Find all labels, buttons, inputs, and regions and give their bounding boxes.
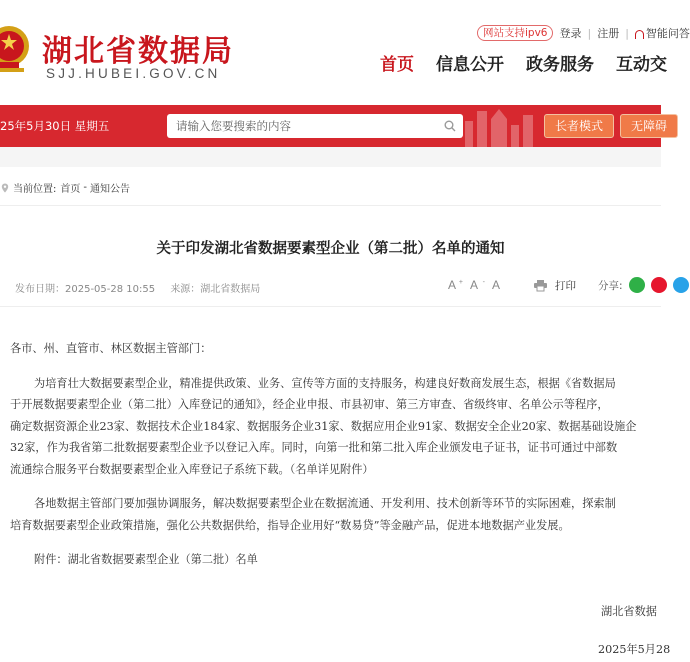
print-label: 打印 — [555, 279, 576, 292]
breadcrumb-current[interactable]: 通知公告 — [89, 184, 130, 195]
attachment-link[interactable]: 附件：湖北省数据要素型企业（第二批）名单 — [34, 553, 258, 566]
paragraph-line: 于开展数据要素型企业（第二批）入库登记的通知》，经企业申报、市县初审、第三方审查、省级终审、名单公示等程序， — [10, 398, 609, 411]
location-icon — [0, 183, 10, 193]
national-emblem-icon — [0, 22, 32, 78]
article-source: 来源：湖北省数据局 — [170, 284, 261, 295]
signer: 湖北省数据 — [601, 605, 657, 618]
paragraph-line: 培育数据要素型企业政策措施，强化公共数据供给，指导企业用好“数易贷”等金融产品，促进本地数据产业发展。 — [10, 518, 570, 532]
article-meta — [15, 280, 272, 295]
qq-share-icon[interactable] — [673, 277, 689, 293]
current-date: 25年5月30日 星期五 — [0, 119, 110, 133]
separator: | — [587, 26, 592, 40]
login-link[interactable]: 登录 — [559, 27, 582, 40]
nav-item-home[interactable]: 首页 — [380, 55, 414, 75]
font-increase-button[interactable]: A + — [447, 278, 463, 292]
smart-qa-label: 智能问答 — [645, 27, 690, 40]
breadcrumb-separator: - — [83, 182, 87, 193]
main-nav — [380, 50, 667, 75]
top-links — [477, 24, 690, 42]
paragraph-line: 流通综合服务平台数据要素型企业入库登记子系统下载。（名单详见附件） — [10, 462, 374, 476]
spacer — [10, 480, 690, 493]
font-default-button[interactable]: A — [491, 278, 500, 292]
print-button[interactable] — [534, 278, 576, 293]
divider — [0, 306, 661, 307]
site-title[interactable]: 湖北省数据局 — [42, 34, 234, 69]
font-decrease-label: A — [469, 278, 478, 292]
publish-date: 发布日期：2025-05-28 10:55 — [15, 284, 156, 295]
search-box — [167, 114, 463, 138]
headset-icon — [635, 30, 644, 39]
search-input[interactable] — [167, 115, 437, 137]
paragraph-line: 32家，作为我省第二批数据要素型企业予以登记入库。同时，向第一批和第二批入库企业颁发电子证书，证书可通过中部数 — [10, 441, 618, 454]
search-icon — [444, 120, 456, 132]
font-increase-label: A — [447, 278, 456, 292]
article-tools — [444, 277, 689, 293]
article-title: 关于印发湖北省数据要素型企业（第二批）名单的通知 — [156, 241, 505, 257]
nav-item-gov-services[interactable]: 政务服务 — [526, 55, 594, 75]
register-link[interactable]: 注册 — [597, 27, 620, 40]
divider — [0, 205, 661, 206]
skyline-decoration-icon — [455, 105, 545, 147]
sign-date: 2025年5月28 — [598, 643, 671, 656]
salutation: 各市、州、直管市、林区数据主管部门： — [10, 342, 212, 355]
search-button[interactable] — [437, 114, 463, 138]
weibo-share-icon[interactable] — [651, 277, 667, 293]
breadcrumb — [0, 180, 130, 195]
elder-mode-button[interactable]: 长者模式 — [544, 114, 614, 138]
accessibility-button[interactable]: 无障碍 — [620, 114, 678, 138]
separator: | — [625, 26, 629, 40]
nav-item-info-disclosure[interactable]: 信息公开 — [436, 55, 504, 75]
spacer — [10, 360, 690, 373]
gray-band — [0, 147, 661, 167]
spacer — [10, 536, 690, 549]
smart-qa-link[interactable] — [635, 25, 690, 41]
paragraph-line: 各地数据主管部门要加强协调服务，解决数据要素型企业在数据流通、开发利用、技术创新等环节的实际困难，探索制 — [34, 497, 616, 510]
printer-icon — [534, 280, 547, 291]
wechat-share-icon[interactable] — [629, 277, 645, 293]
paragraph-line: 为培育壮大数据要素型企业，精准提供政策、业务、宣传等方面的支持服务，构建良好数商发展生态，根据《省数据局 — [34, 376, 616, 390]
toolbar-band — [0, 105, 668, 147]
font-decrease-button[interactable]: A - — [469, 278, 485, 292]
paragraph-line: 确定数据资源企业23家、数据技术企业184家、数据服务企业31家、数据应用企业91家、数据安全企业20家、数据基础设施企 — [10, 419, 637, 433]
share-label: 分享: — [598, 279, 623, 292]
breadcrumb-home[interactable]: 首页 — [60, 184, 81, 195]
nav-item-interaction[interactable]: 互动交 — [616, 55, 667, 75]
breadcrumb-label: 当前位置: — [13, 184, 57, 195]
ipv6-badge: 网站支持ipv6 — [477, 25, 553, 41]
article-body — [10, 338, 690, 571]
site-header — [0, 0, 690, 105]
site-domain: SJJ.HUBEI.GOV.CN — [46, 66, 221, 81]
